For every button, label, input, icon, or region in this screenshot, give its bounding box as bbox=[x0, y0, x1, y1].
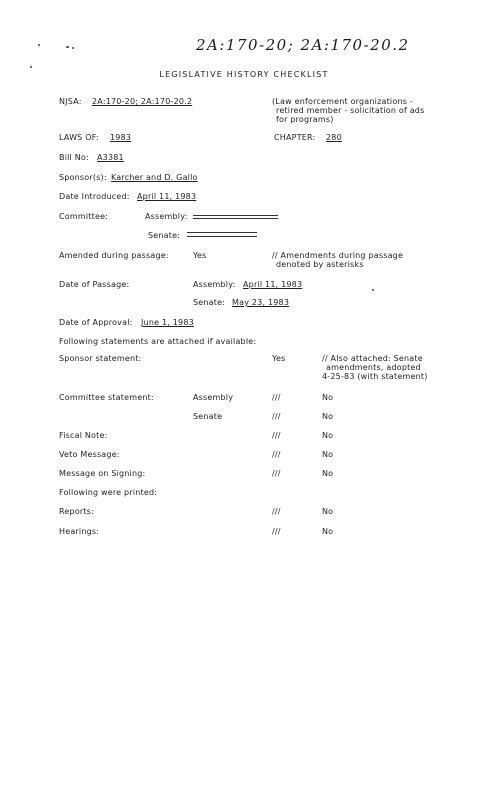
sponsor-statement-note-line-1: // Also attached: Senate bbox=[322, 354, 423, 363]
committee-assembly-blank bbox=[193, 215, 278, 216]
message-on-signing-label: Message on Signing: bbox=[59, 469, 146, 478]
fiscal-note-value: No bbox=[322, 431, 334, 440]
sponsor-statement-label: Sponsor statement: bbox=[59, 354, 142, 363]
laws-of-label: LAWS OF: bbox=[59, 133, 99, 142]
fiscal-note-mark: /// bbox=[272, 431, 281, 440]
description-line-1: (Law enforcement organizations - bbox=[272, 97, 413, 106]
veto-message-mark: /// bbox=[272, 450, 281, 459]
reports-value: No bbox=[322, 507, 334, 516]
reports-mark: /// bbox=[272, 507, 281, 516]
amended-note-line-1: // Amendments during passage bbox=[272, 251, 404, 260]
scan-speck bbox=[372, 289, 374, 291]
committee-statement-senate-label: Senate bbox=[193, 412, 223, 421]
committee-statement-assembly-mark: /// bbox=[272, 393, 281, 402]
bill-no-label: Bill No: bbox=[59, 153, 89, 162]
scan-speck bbox=[38, 44, 40, 46]
date-of-approval-label: Date of Approval: bbox=[59, 318, 133, 327]
hearings-mark: /// bbox=[272, 527, 281, 536]
sponsor-statement-note-line-3: 4-25-83 (with statement) bbox=[322, 372, 428, 381]
passage-assembly-label: Assembly: bbox=[193, 280, 236, 289]
following-statements-heading: Following statements are attached if available: bbox=[59, 337, 257, 346]
passage-senate-label: Senate: bbox=[193, 298, 226, 307]
committee-assembly-label: Assembly: bbox=[145, 212, 188, 221]
date-introduced-value: April 11, 1983 bbox=[137, 192, 197, 201]
description-line-3: for programs) bbox=[276, 115, 334, 124]
sponsors-value: Karcher and D. Gallo bbox=[111, 173, 198, 182]
committee-assembly-blank-2 bbox=[193, 218, 278, 219]
page-title: LEGISLATIVE HISTORY CHECKLIST bbox=[159, 70, 329, 79]
fiscal-note-label: Fiscal Note: bbox=[59, 431, 108, 440]
committee-senate-blank bbox=[187, 232, 257, 233]
veto-message-value: No bbox=[322, 450, 334, 459]
committee-statement-assembly-value: No bbox=[322, 393, 334, 402]
sponsor-statement-value: Yes bbox=[272, 354, 286, 363]
njsa-value: 2A:170-20; 2A:170-20.2 bbox=[92, 97, 193, 106]
committee-statement-senate-value: No bbox=[322, 412, 334, 421]
veto-message-label: Veto Message: bbox=[59, 450, 120, 459]
date-of-approval-value: June 1, 1983 bbox=[141, 318, 194, 327]
committee-statement-senate-mark: /// bbox=[272, 412, 281, 421]
description-line-2: retired member - solicitation of ads bbox=[276, 106, 425, 115]
passage-assembly-value: April 11, 1983 bbox=[243, 280, 303, 289]
bill-no-value: A3381 bbox=[97, 153, 124, 162]
chapter-label: CHAPTER: bbox=[274, 133, 316, 142]
hearings-label: Hearings: bbox=[59, 527, 100, 536]
scan-speck bbox=[72, 47, 74, 49]
following-printed-heading: Following were printed: bbox=[59, 488, 158, 497]
amended-note-line-2: denoted by asterisks bbox=[276, 260, 364, 269]
passage-senate-value: May 23, 1983 bbox=[232, 298, 290, 307]
hearings-value: No bbox=[322, 527, 334, 536]
amended-value: Yes bbox=[193, 251, 207, 260]
laws-of-value: 1983 bbox=[110, 133, 132, 142]
date-of-passage-label: Date of Passage: bbox=[59, 280, 130, 289]
scan-speck bbox=[30, 66, 32, 68]
committee-senate-label: Senate: bbox=[148, 231, 181, 240]
njsa-label: NJSA: bbox=[59, 97, 82, 106]
message-on-signing-value: No bbox=[322, 469, 334, 478]
reports-label: Reports: bbox=[59, 507, 94, 516]
amended-label: Amended during passage: bbox=[59, 251, 169, 260]
committee-senate-blank-2 bbox=[187, 236, 257, 237]
message-on-signing-mark: /// bbox=[272, 469, 281, 478]
sponsor-statement-note-line-2: amendments, adopted bbox=[326, 363, 421, 372]
chapter-value: 280 bbox=[326, 133, 342, 142]
committee-label: Committee: bbox=[59, 212, 109, 221]
sponsors-label: Sponsor(s): bbox=[59, 173, 107, 182]
committee-statement-label: Committee statement: bbox=[59, 393, 154, 402]
date-introduced-label: Date Introduced: bbox=[59, 192, 130, 201]
committee-statement-assembly-label: Assembly bbox=[193, 393, 234, 402]
handwritten-citation: 2A:170-20; 2A:170-20.2 bbox=[196, 36, 410, 54]
scan-speck bbox=[66, 46, 69, 48]
